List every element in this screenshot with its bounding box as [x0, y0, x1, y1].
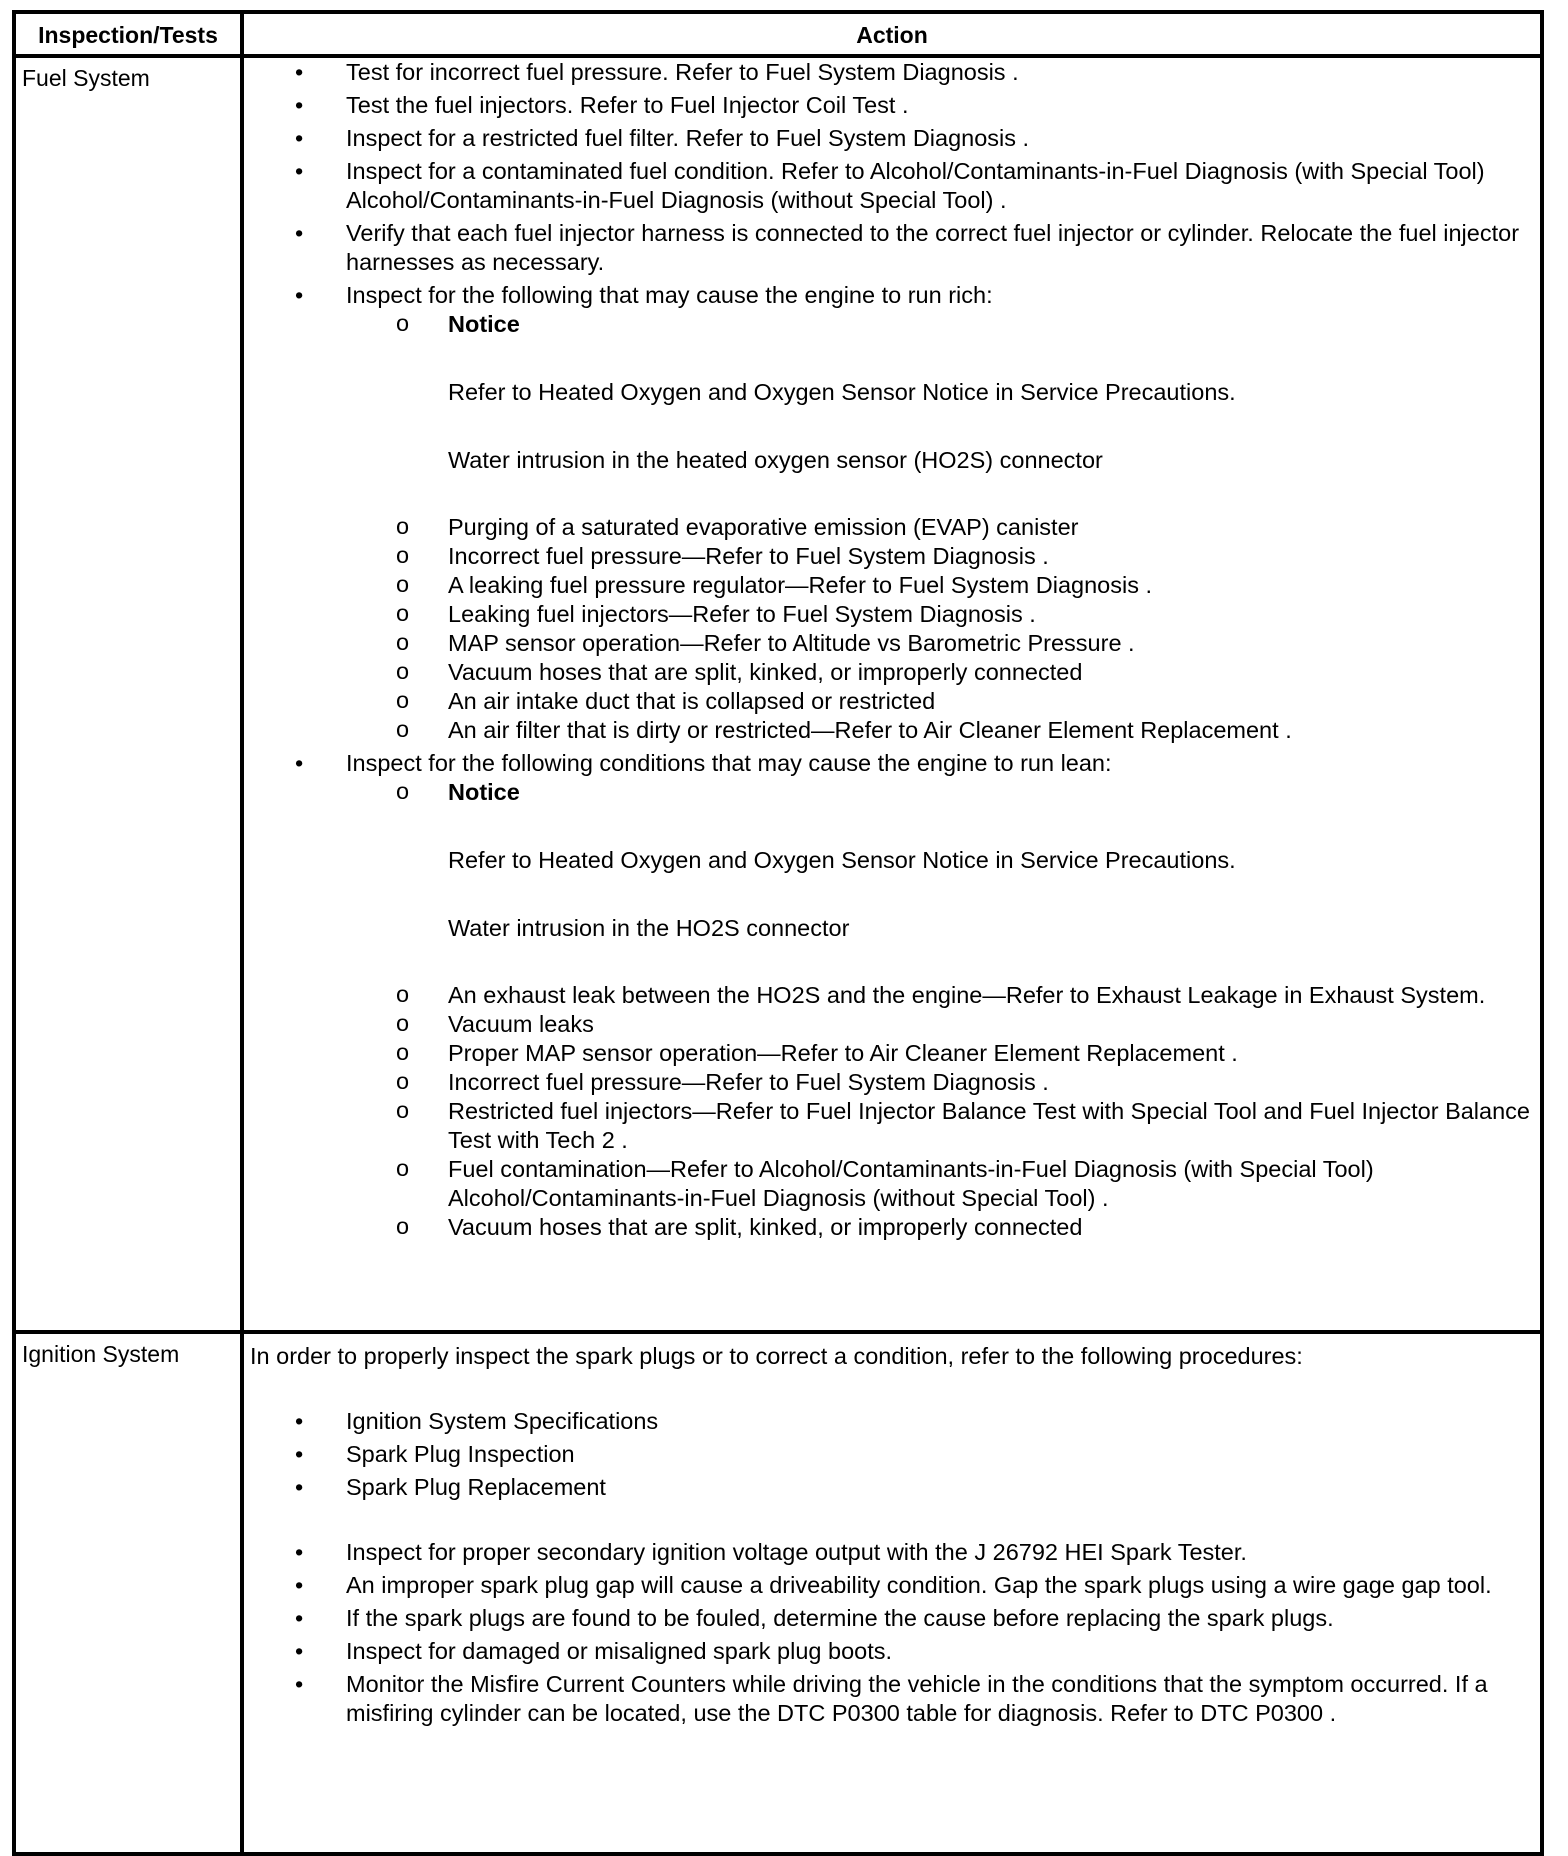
sub-list-item: o Incorrect fuel pressure—Refer to Fuel System Diagnosis . [346, 542, 1532, 571]
header-action: Action [242, 12, 1542, 56]
sub-list-item: o An exhaust leak between the HO2S and the engine—Refer to Exhaust Leakage in Exhaust System. [346, 981, 1532, 1010]
list-item: • Spark Plug Inspection [244, 1440, 1540, 1469]
header-inspection-tests: Inspection/Tests [14, 12, 242, 56]
fuel-bullet-list [244, 58, 1540, 1242]
sub-list-item: o Proper MAP sensor operation—Refer to Air Cleaner Element Replacement . [346, 1039, 1532, 1068]
list-item: • If the spark plugs are found to be fouled, determine the cause before replacing the spark plugs. [244, 1604, 1540, 1633]
notice-text: Refer to Heated Oxygen and Oxygen Sensor Notice in Service Precautions. [448, 379, 1236, 405]
list-item: • Ignition System Specifications [244, 1407, 1540, 1436]
sub-list-item: o Restricted fuel injectors—Refer to Fuel Injector Balance Test with Special Tool and Fuel Injector Balance Test with Tech 2 . [346, 1097, 1532, 1155]
sub-list-item: o An air intake duct that is collapsed or restricted [346, 687, 1532, 716]
list-item: • Test for incorrect fuel pressure. Refer to Fuel System Diagnosis . [244, 58, 1540, 87]
category-ignition-system: Ignition System [14, 1332, 242, 1854]
rich-sublist [346, 310, 1532, 745]
list-item-rich [244, 281, 1540, 745]
table-row-ignition-system [14, 1332, 1542, 1854]
sub-list-item: o MAP sensor operation—Refer to Altitude vs Barometric Pressure . [346, 629, 1532, 658]
ignition-intro: In order to properly inspect the spark plugs or to correct a condition, refer to the following procedures: [250, 1343, 1303, 1369]
action-cell-ignition-system [242, 1332, 1542, 1854]
spacer [448, 943, 1532, 981]
list-item: • Monitor the Misfire Current Counters while driving the vehicle in the conditions that the symptom occurred. If a misfiring cylinder can be located, use the DTC P0300 table for diagnosis. Refer to DTC P0300 . [244, 1670, 1540, 1728]
notice-label: o Notice [448, 779, 520, 805]
list-item: • Test the fuel injectors. Refer to Fuel Injector Coil Test . [244, 91, 1540, 120]
spacer [448, 475, 1532, 513]
notice-item [346, 778, 1532, 981]
notice-item [346, 310, 1532, 513]
table-row-fuel-system [14, 56, 1542, 1332]
ignition-procedure-list [244, 1407, 1540, 1502]
sub-list-item: o An air filter that is dirty or restricted—Refer to Air Cleaner Element Replacement . [346, 716, 1532, 745]
category-fuel-system: Fuel System [14, 56, 242, 1332]
list-item: • An improper spark plug gap will cause a driveability condition. Gap the spark plugs using a wire gage gap tool. [244, 1571, 1540, 1600]
sub-list-item: o Leaking fuel injectors—Refer to Fuel System Diagnosis . [346, 600, 1532, 629]
rich-heading: Inspect for the following that may cause the engine to run rich: [346, 282, 993, 308]
sub-list-item: o Vacuum hoses that are split, kinked, or improperly connected [346, 1213, 1532, 1242]
list-item: • Inspect for proper secondary ignition voltage output with the J 26792 HEI Spark Tester. [244, 1538, 1540, 1567]
sub-list-item: o Purging of a saturated evaporative emission (EVAP) canister [346, 513, 1532, 542]
list-item-lean [244, 749, 1540, 1242]
notice-item-text: Water intrusion in the HO2S connector [448, 915, 850, 941]
list-item: • Inspect for a restricted fuel filter. Refer to Fuel System Diagnosis . [244, 124, 1540, 153]
table-header-row [14, 12, 1542, 56]
notice-text: Refer to Heated Oxygen and Oxygen Sensor Notice in Service Precautions. [448, 847, 1236, 873]
list-item: • Spark Plug Replacement [244, 1473, 1540, 1502]
sub-list-item: o Vacuum leaks [346, 1010, 1532, 1039]
lean-heading: Inspect for the following conditions that may cause the engine to run lean: [346, 750, 1112, 776]
action-cell-fuel-system [242, 56, 1542, 1332]
sub-list-item: o A leaking fuel pressure regulator—Refer to Fuel System Diagnosis . [346, 571, 1532, 600]
sub-list-item: o Incorrect fuel pressure—Refer to Fuel System Diagnosis . [346, 1068, 1532, 1097]
lean-sublist [346, 778, 1532, 1242]
list-item: • Verify that each fuel injector harness is connected to the correct fuel injector or cylinder. Relocate the fuel injector harnesses as necessary. [244, 219, 1540, 277]
sub-list-item: o Vacuum hoses that are split, kinked, or improperly connected [346, 658, 1532, 687]
notice-label: o Notice [448, 311, 520, 337]
notice-item-text: Water intrusion in the heated oxygen sensor (HO2S) connector [448, 447, 1103, 473]
inspection-table [12, 10, 1544, 1856]
sub-list-item: o Fuel contamination—Refer to Alcohol/Contaminants-in-Fuel Diagnosis (with Special Tool) Alcohol/Contaminants-in-Fuel Diagnosis (without Special Tool) . [346, 1155, 1532, 1213]
list-item: • Inspect for a contaminated fuel condition. Refer to Alcohol/Contaminants-in-Fuel Diagnosis (with Special Tool) Alcohol/Contaminants-in-Fuel Diagnosis (without Special Tool) . [244, 157, 1540, 215]
ignition-step-list [244, 1538, 1540, 1728]
list-item: • Inspect for damaged or misaligned spark plug boots. [244, 1637, 1540, 1666]
